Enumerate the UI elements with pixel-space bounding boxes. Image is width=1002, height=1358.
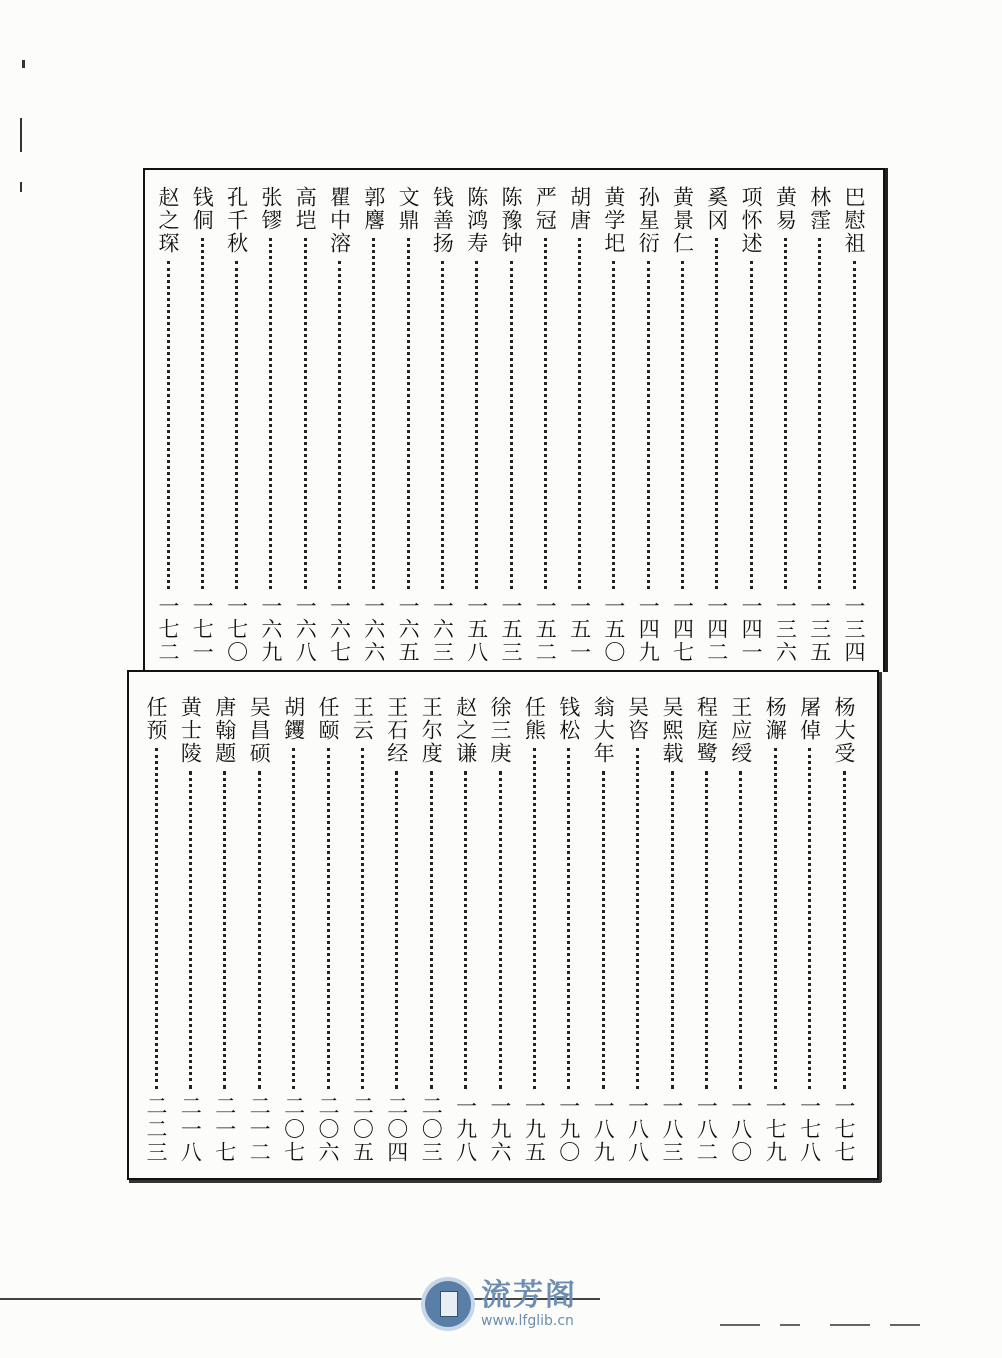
toc-entry-name: 瞿中溶 <box>327 186 352 255</box>
dot-leader <box>612 261 615 589</box>
toc-entry-page: 一七一 <box>190 595 215 664</box>
toc-entry <box>175 696 205 1164</box>
dot-leader <box>372 238 375 589</box>
dot-leader <box>774 748 777 1089</box>
toc-entry-name: 屠倬 <box>797 696 822 742</box>
toc-entry <box>325 186 355 664</box>
toc-entry-name: 任颐 <box>316 696 340 742</box>
toc-entry-page: 一四九 <box>636 595 661 664</box>
dot-leader <box>510 261 513 589</box>
toc-entry <box>588 696 618 1164</box>
toc-entry-page: 二〇五 <box>350 1095 375 1164</box>
dot-leader <box>499 771 502 1089</box>
dot-leader <box>304 238 307 589</box>
toc-entry-name: 赵之琛 <box>156 186 180 255</box>
dot-leader <box>327 748 330 1089</box>
dot-leader <box>395 771 398 1089</box>
dot-leader <box>475 261 478 589</box>
dot-leader <box>430 771 433 1089</box>
toc-entry-name: 陈鸿寿 <box>464 186 489 255</box>
toc-entry-name: 高垲 <box>293 186 318 232</box>
toc-entry-name: 项怀述 <box>739 186 764 255</box>
toc-entry <box>760 696 790 1164</box>
toc-entry <box>657 696 687 1164</box>
toc-entry-page: 一四二 <box>704 595 729 664</box>
toc-entry <box>519 696 549 1164</box>
toc-entry <box>805 186 835 664</box>
toc-entry-page: 一五〇 <box>601 595 626 664</box>
toc-entry <box>359 186 389 664</box>
toc-entry-name: 杨澥 <box>763 696 788 742</box>
toc-entry-page: 一五八 <box>464 595 489 664</box>
toc-entry-name: 胡钁 <box>281 696 306 742</box>
dot-leader <box>647 261 650 589</box>
toc-entry-name: 陈豫钟 <box>499 186 523 255</box>
watermark-url: www.lfglib.cn <box>481 1313 574 1329</box>
toc-entry <box>726 696 756 1164</box>
dot-leader <box>843 771 846 1089</box>
toc-entry-page: 一七〇 <box>224 595 249 664</box>
toc-entry-page: 一六七 <box>327 595 352 664</box>
dot-leader <box>167 261 170 589</box>
frame-shadow <box>879 672 882 1182</box>
toc-entry-name: 郭麐 <box>361 186 386 232</box>
page-bottom-rule <box>830 1324 870 1326</box>
scan-artifact <box>20 182 22 192</box>
toc-entry-page: 一六九 <box>258 595 283 664</box>
toc-entry <box>141 696 171 1164</box>
toc-entry <box>829 696 859 1164</box>
toc-entry-page: 二〇四 <box>384 1095 409 1164</box>
toc-entry <box>633 186 663 664</box>
toc-entry <box>736 186 766 664</box>
toc-entry <box>795 696 825 1164</box>
toc-entry <box>565 186 595 664</box>
toc-entry-name: 杨大受 <box>832 696 856 765</box>
dot-leader <box>544 238 547 589</box>
toc-entry-name: 巴慰祖 <box>842 186 866 255</box>
toc-entry-name: 王尔度 <box>419 696 444 765</box>
toc-entry <box>702 186 732 664</box>
scan-artifact <box>20 118 22 152</box>
toc-entry-name: 任预 <box>144 696 168 742</box>
toc-entry-name: 王云 <box>350 696 375 742</box>
toc-entry <box>416 696 446 1164</box>
toc-entry <box>770 186 800 664</box>
watermark-name: 流芳阁 <box>481 1278 577 1313</box>
toc-entry-page: 一七九 <box>763 1095 788 1164</box>
toc-entry-page: 一九八 <box>453 1095 478 1164</box>
toc-entry-page: 一五三 <box>499 595 523 664</box>
toc-entry-page: 一九五 <box>522 1095 547 1164</box>
toc-entry-page: 二一七 <box>212 1095 237 1164</box>
dot-leader <box>784 238 787 589</box>
toc-entry <box>393 186 423 664</box>
toc-entry-name: 林霔 <box>807 186 832 232</box>
dot-leader <box>681 261 684 589</box>
toc-entry-name: 吴昌硕 <box>247 696 272 765</box>
dot-leader <box>292 748 295 1089</box>
page-bottom-rule <box>890 1324 920 1326</box>
toc-entry <box>530 186 560 664</box>
toc-entry-page: 一九六 <box>488 1095 512 1164</box>
dot-leader <box>818 238 821 589</box>
toc-entry-name: 黄易 <box>773 186 798 232</box>
toc-entry-page: 一三六 <box>773 595 798 664</box>
toc-entry <box>599 186 629 664</box>
toc-entry-name: 严冠 <box>533 186 558 232</box>
dot-leader <box>533 748 536 1089</box>
toc-entry <box>691 696 721 1164</box>
dot-leader <box>155 748 158 1089</box>
toc-entry-name: 黄学圯 <box>601 186 626 255</box>
toc-entry <box>554 696 584 1164</box>
dot-leader <box>258 771 261 1089</box>
toc-entry-name: 王应绶 <box>728 696 753 765</box>
toc-entry-page: 一六三 <box>430 595 455 664</box>
frame-shadow <box>885 168 888 672</box>
toc-entry <box>451 696 481 1164</box>
toc-entry-name: 翁大年 <box>591 696 616 765</box>
watermark <box>425 1276 577 1332</box>
toc-entry-name: 赵之谦 <box>453 696 478 765</box>
dot-leader <box>602 771 605 1089</box>
toc-entry-page: 一六六 <box>361 595 386 664</box>
toc-entry <box>427 186 457 664</box>
dot-leader <box>671 771 674 1089</box>
toc-entry-page: 一八三 <box>660 1095 684 1164</box>
toc-entry <box>279 696 309 1164</box>
toc-entry <box>485 696 515 1164</box>
toc-entry <box>347 696 377 1164</box>
toc-entry <box>668 186 698 664</box>
toc-entry-page: 一三五 <box>807 595 832 664</box>
toc-entry-name: 黄景仁 <box>670 186 695 255</box>
toc-entry-name: 黄士陵 <box>178 696 203 765</box>
dot-leader <box>201 238 204 589</box>
dot-leader <box>407 238 410 589</box>
toc-entry-page: 一六八 <box>293 595 318 664</box>
dot-leader <box>739 771 742 1089</box>
dot-leader <box>636 748 639 1089</box>
dot-leader <box>441 261 444 589</box>
dot-leader <box>705 771 708 1089</box>
dot-leader <box>464 771 467 1089</box>
toc-entry-name: 王石经 <box>384 696 409 765</box>
toc-entry <box>210 696 240 1164</box>
toc-entry-name: 张镠 <box>258 186 283 232</box>
toc-entry <box>623 696 653 1164</box>
frame-shadow <box>129 1180 881 1183</box>
toc-entry-page: 一六五 <box>396 595 421 664</box>
toc-entry <box>244 696 274 1164</box>
dot-leader <box>235 261 238 589</box>
dot-leader <box>361 748 364 1089</box>
library-logo-icon <box>425 1281 471 1327</box>
toc-entry-page: 一五二 <box>533 595 558 664</box>
dot-leader <box>338 261 341 589</box>
toc-entry-name: 唐翰题 <box>212 696 237 765</box>
toc-entry <box>187 186 217 664</box>
toc-entry-name: 程庭鹭 <box>694 696 719 765</box>
toc-entry-page: 一九〇 <box>556 1095 581 1164</box>
page-bottom-rule <box>780 1324 800 1326</box>
toc-entry-page: 一四七 <box>670 595 695 664</box>
toc-entry-page: 一七八 <box>797 1095 822 1164</box>
toc-entry <box>462 186 492 664</box>
toc-entry-page: 一三四 <box>842 595 866 664</box>
toc-entry-page: 一八二 <box>694 1095 719 1164</box>
scan-artifact <box>22 60 25 68</box>
dot-leader <box>808 748 811 1089</box>
toc-entry-name: 孙星衍 <box>636 186 661 255</box>
toc-entry <box>153 186 183 664</box>
toc-entry-page: 二一八 <box>178 1095 203 1164</box>
toc-entry-page: 二〇六 <box>316 1095 340 1164</box>
toc-entry-name: 胡唐 <box>567 186 592 232</box>
dot-leader <box>223 771 226 1089</box>
toc-entry-page: 一七二 <box>156 595 180 664</box>
toc-entry-page: 一八〇 <box>728 1095 753 1164</box>
toc-entry <box>256 186 286 664</box>
toc-entry-page: 二〇七 <box>281 1095 306 1164</box>
toc-entry-name: 孔千秋 <box>224 186 249 255</box>
toc-entry-page: 二二三 <box>144 1095 168 1164</box>
toc-entry <box>290 186 320 664</box>
page-bottom-rule <box>720 1324 760 1326</box>
toc-entry-name: 任熊 <box>522 696 547 742</box>
dot-leader <box>578 238 581 589</box>
toc-entry-page: 一八八 <box>625 1095 650 1164</box>
dot-leader <box>567 748 570 1089</box>
toc-entry-name: 奚冈 <box>704 186 729 232</box>
dot-leader <box>715 238 718 589</box>
toc-entry <box>313 696 343 1164</box>
toc-entry-name: 钱善扬 <box>430 186 455 255</box>
toc-entry-name: 徐三庚 <box>488 696 512 765</box>
toc-entry <box>222 186 252 664</box>
toc-entry-name: 钱松 <box>556 696 581 742</box>
dot-leader <box>750 261 753 589</box>
toc-entry-page: 二〇三 <box>419 1095 444 1164</box>
dot-leader <box>189 771 192 1089</box>
toc-entry <box>382 696 412 1164</box>
toc-entry-page: 一八九 <box>591 1095 616 1164</box>
toc-entry-name: 吴熙载 <box>660 696 684 765</box>
toc-entry-name: 吴咨 <box>625 696 650 742</box>
dot-leader <box>853 261 856 589</box>
toc-entry-page: 一七七 <box>832 1095 856 1164</box>
toc-entry-page: 一五一 <box>567 595 592 664</box>
toc-entry-page: 一四一 <box>739 595 764 664</box>
toc-entry <box>839 186 869 664</box>
toc-entry-page: 二一二 <box>247 1095 272 1164</box>
toc-entry-name: 文鼎 <box>396 186 421 232</box>
toc-entry <box>496 186 526 664</box>
dot-leader <box>269 238 272 589</box>
toc-entry-name: 钱侗 <box>190 186 215 232</box>
